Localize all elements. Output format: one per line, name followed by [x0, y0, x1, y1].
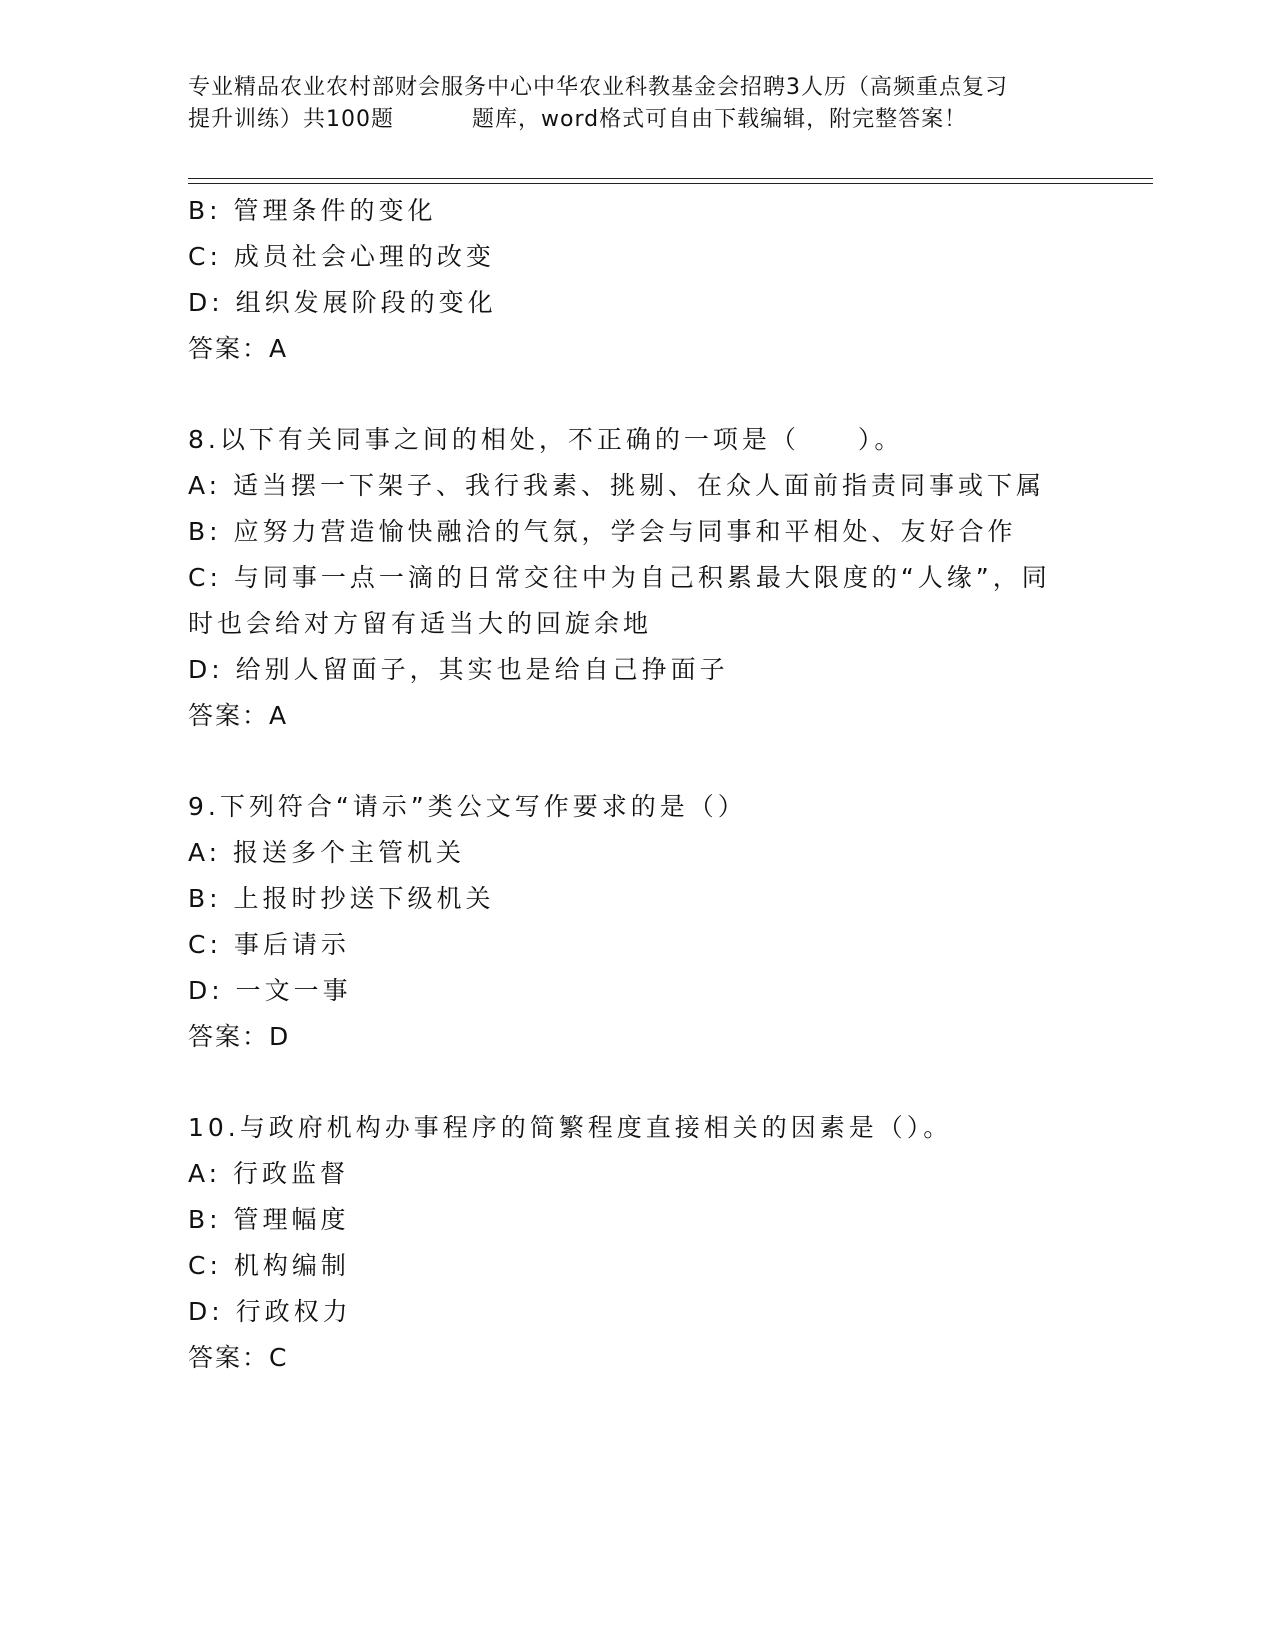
option-c: C: 机构编制 [188, 1251, 350, 1280]
spacer [188, 372, 1148, 417]
header-title-part-2: 题库，word格式可自由下载编辑，附完整答案！ [472, 107, 968, 132]
option-a: A: 行政监督 [188, 1159, 350, 1188]
option-d: D: 给别人留面子，其实也是给自己挣面子 [188, 655, 729, 684]
option-a: A: 报送多个主管机关 [188, 838, 466, 867]
question-content [188, 188, 1148, 1381]
option-c: C: 成员社会心理的改变 [188, 242, 495, 271]
question-stem: 8.以下有关同事之间的相处，不正确的一项是（ ）。 [188, 425, 904, 454]
document-header [188, 72, 1088, 136]
answer-line: 答案：A [188, 701, 289, 730]
option-d: D: 一文一事 [188, 976, 352, 1005]
answer-line: 答案：C [188, 1343, 289, 1372]
option-d: D: 组织发展阶段的变化 [188, 288, 497, 317]
option-c: C: 事后请示 [188, 930, 350, 959]
spacer [188, 1060, 1148, 1105]
header-title-line-1: 专业精品农业农村部财会服务中心中华农业科教基金会招聘3人历（高频重点复习 [188, 75, 1008, 100]
option-b: B: 管理条件的变化 [188, 196, 437, 225]
header-title-line-2 [188, 104, 1088, 136]
question-9-block [188, 784, 1148, 1060]
option-c: C: 与同事一点一滴的日常交往中为自己积累最大限度的“人缘”，同 [188, 563, 1051, 592]
previous-question-block [188, 188, 1148, 372]
option-b: B: 管理幅度 [188, 1205, 350, 1234]
option-b: B: 应努力营造愉快融洽的气氛，学会与同事和平相处、友好合作 [188, 517, 1017, 546]
question-stem: 10.与政府机构办事程序的简繁程度直接相关的因素是（）。 [188, 1113, 953, 1142]
header-divider-top [188, 178, 1153, 179]
header-divider-bottom [188, 183, 1153, 184]
question-10-block [188, 1105, 1148, 1381]
option-c-continuation: 时也会给对方留有适当大的回旋余地 [188, 609, 653, 638]
option-b: B: 上报时抄送下级机关 [188, 884, 495, 913]
spacer [188, 739, 1148, 784]
question-8-block [188, 417, 1148, 739]
header-title-part-1: 提升训练）共100题 [188, 107, 394, 132]
option-a: A: 适当摆一下架子、我行我素、挑剔、在众人面前指责同事或下属 [188, 471, 1046, 500]
answer-line: 答案：D [188, 1022, 291, 1051]
answer-line: 答案：A [188, 334, 289, 363]
option-d: D: 行政权力 [188, 1297, 352, 1326]
question-stem: 9.下列符合“请示”类公文写作要求的是（） [188, 792, 747, 821]
